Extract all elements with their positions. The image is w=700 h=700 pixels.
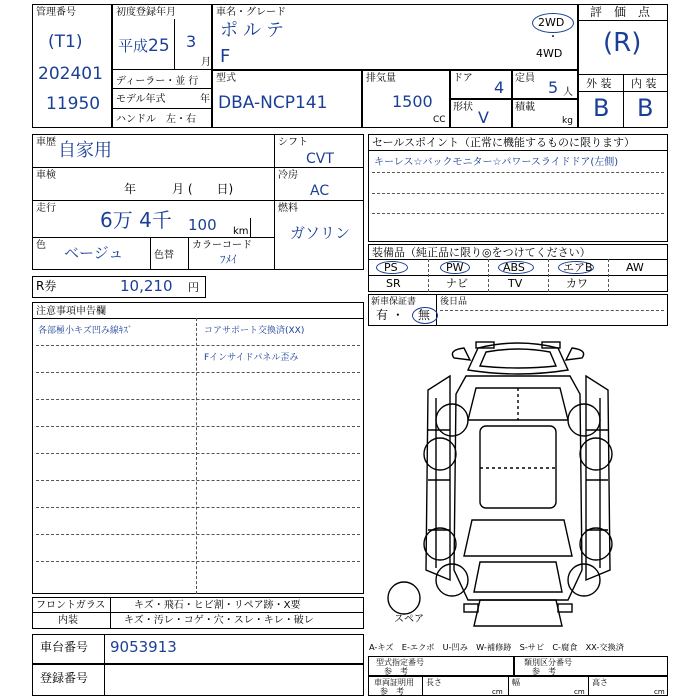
color-code: ﾌﾒｲ — [220, 253, 237, 266]
damage-legend: A-キズ E-エクボ U-凹み W-補修跡 S-サビ C-腐食 XX-交換済 — [369, 642, 624, 652]
load-label: 積載 — [515, 102, 535, 113]
classification-label: 類別区分番号 — [524, 658, 572, 667]
handle-label: ハンドル 左・右 — [116, 114, 196, 125]
front-glass-label: フロントガラス — [36, 600, 106, 611]
interior-grade: B — [637, 94, 654, 122]
notes-right-1: コアサポート交換済(XX) — [204, 326, 305, 336]
interior-label-row: 内装 — [58, 615, 78, 626]
equip-tv: TV — [508, 277, 523, 290]
sales-label: セールスポイント（正常に機能するものに限ります） — [372, 136, 636, 149]
front-glass-items: キズ・飛石・ヒビ割・リペア跡・X要 — [134, 600, 301, 611]
displacement-label: 排気量 — [366, 73, 396, 84]
model-year-label: モデル年式 — [116, 94, 166, 105]
yen-unit: 円 — [188, 281, 199, 294]
equip-abs: ABS — [503, 261, 525, 274]
shape-label: 形状 — [453, 102, 473, 113]
kg-unit: kg — [562, 116, 573, 126]
rken-label: R券 — [36, 279, 57, 293]
dealer-label: ディーラー・並 行 — [116, 76, 199, 87]
first-reg-label: 初度登録年月 — [116, 7, 176, 18]
shift-label: シフト — [278, 137, 308, 148]
color-label: 色 — [36, 240, 46, 251]
equip-pw: PW — [446, 261, 464, 274]
shareki: 自家用 — [58, 140, 112, 161]
exterior-label: 外 装 — [586, 77, 612, 90]
exterior-grade: B — [593, 94, 610, 122]
reference-1: 参 考 — [384, 667, 408, 676]
shaken-label: 車検 — [36, 170, 56, 181]
eval-score: (R) — [603, 28, 642, 58]
mileage-label: 走行 — [36, 203, 56, 214]
drive-dot: ・ — [548, 32, 558, 43]
kanri-label: 管理番号 — [36, 7, 76, 18]
reg-label: 登録番号 — [40, 671, 89, 685]
month-unit: 月 — [201, 57, 211, 68]
reference-3: 参 考 — [380, 687, 404, 696]
cert-label: 車両証明用 — [374, 678, 414, 687]
equip-aw: AW — [626, 261, 644, 274]
teiin: 5 — [548, 78, 559, 97]
teiin-label: 定員 — [515, 73, 535, 84]
mileage: 6万 4千 — [100, 208, 172, 232]
equip-airbag: エアB — [563, 261, 593, 274]
equip-leather: カワ — [566, 277, 588, 290]
height-unit: cm — [654, 688, 665, 696]
door-label: ドア — [453, 73, 473, 84]
length-label: 長さ — [426, 678, 442, 687]
spare-label: スペア — [394, 614, 424, 625]
katashiki: DBA-NCP141 — [218, 93, 328, 113]
aircon: AC — [310, 183, 330, 199]
height-label: 高さ — [592, 678, 608, 687]
warranty-value: 有 ・ — [376, 308, 404, 322]
interior-label: 内 装 — [631, 77, 657, 90]
person-unit: 人 — [563, 87, 573, 98]
mileage-hyaku: 100 — [188, 216, 217, 234]
warranty-none: 無 — [418, 308, 431, 322]
length-unit: cm — [492, 688, 503, 696]
delivery-label: 後日品 — [440, 297, 468, 307]
notes-label: 注意事項申告欄 — [36, 306, 106, 317]
reference-2: 参 考 — [532, 667, 556, 676]
km-unit: km — [233, 226, 249, 237]
chassis-number: 9053913 — [110, 638, 177, 656]
rken-value: 10,210 — [120, 277, 173, 295]
car-name-label: 車名・グレード — [216, 7, 286, 18]
notes-left-1: 各部極小キズ凹み線ｷｽﾞ — [38, 326, 133, 336]
kanri-number-1: 202401 — [38, 64, 103, 84]
car-body-diagram — [368, 330, 668, 634]
width-label: 幅 — [512, 678, 520, 687]
warranty-label: 新車保証書 — [371, 297, 417, 307]
kanri-code: (T1) — [48, 32, 83, 52]
model-year-unit: 年 — [200, 94, 210, 105]
car-name: ポルテ — [220, 20, 289, 41]
aircon-label: 冷房 — [278, 170, 298, 181]
sales-line-1: キーレス☆バックモニター☆パワースライドドア(左側) — [374, 157, 619, 168]
shareki-label: 車歴 — [36, 137, 56, 148]
first-reg-box — [112, 4, 212, 128]
shift: CVT — [306, 151, 334, 167]
chassis-label: 車台番号 — [40, 640, 89, 654]
doors: 4 — [494, 78, 505, 97]
displacement: 1500 — [392, 92, 433, 111]
fuel: ガソリン — [290, 224, 351, 242]
color-change-label: 色替 — [154, 250, 174, 261]
drive-4wd: 4WD — [536, 47, 563, 60]
shape: V — [478, 108, 489, 127]
first-reg-month: 3 — [186, 32, 197, 51]
rken-box — [32, 276, 206, 298]
equip-sr: SR — [386, 277, 401, 290]
drive-2wd: 2WD — [538, 16, 565, 29]
color: ベージュ — [64, 244, 124, 262]
first-reg-era: 平成25 — [118, 36, 170, 56]
equipment-label: 装備品（純正品に限り◎をつけてください） — [372, 246, 591, 259]
eval-label: 評 価 点 — [590, 5, 651, 19]
width-unit: cm — [574, 688, 585, 696]
color-code-label: カラーコード — [192, 240, 252, 251]
shaken-text: 年 月 ( 日) — [124, 182, 234, 196]
equip-ps: PS — [384, 261, 398, 274]
equip-navi: ナビ — [446, 277, 468, 290]
katashiki-label: 型式 — [216, 73, 236, 84]
type-designation-label: 型式指定番号 — [376, 658, 424, 667]
cc-unit: CC — [433, 115, 446, 125]
interior-items: キズ・汚レ・コゲ・穴・スレ・キレ・破レ — [124, 615, 314, 626]
fuel-label: 燃料 — [278, 203, 298, 214]
kanri-number-2: 11950 — [46, 94, 101, 114]
car-grade: F — [220, 46, 231, 67]
notes-right-2: Fインサイドパネル歪み — [204, 353, 299, 363]
